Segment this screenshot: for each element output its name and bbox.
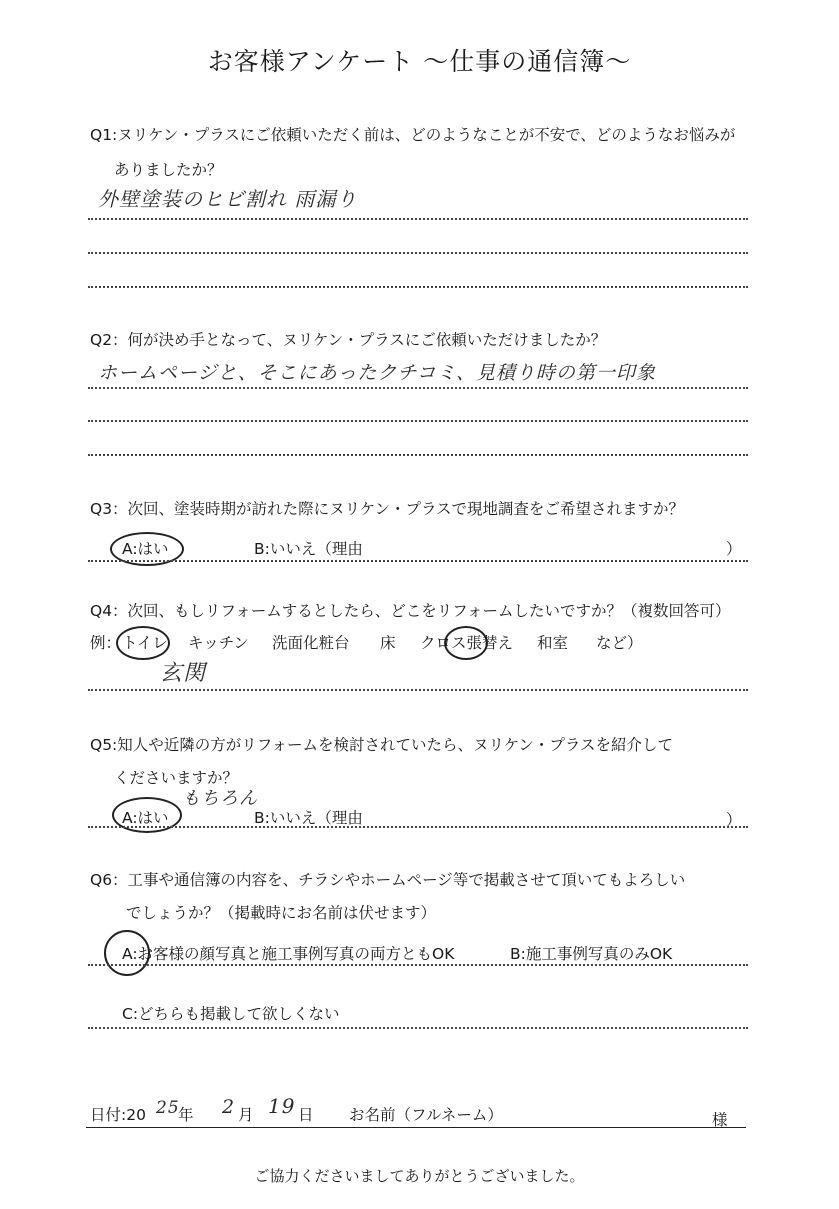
q4-example-japanese-room: 和室 (537, 634, 569, 652)
q6-answer-line-2 (88, 1027, 748, 1029)
q4-example-label: 例： (90, 634, 122, 652)
q6-option-b: B:施工事例写真のみOK (510, 945, 673, 963)
q1-answer-line-1 (88, 218, 748, 220)
q1-question-line1: Q1:ヌリケン・プラスにご依頼いただく前は、どのようなことが不安で、どのようなお悩みが (90, 126, 736, 144)
q4-example-kitchen: キッチン (188, 634, 249, 652)
q4-example-floor: 床 (380, 634, 396, 652)
date-day-suffix: 日 (298, 1106, 314, 1124)
q4-example-toilet: トイレ (122, 634, 168, 652)
q6-answer-line-1 (88, 964, 748, 966)
q3-close-paren: ） (726, 540, 742, 558)
date-year-handwritten: 25 (156, 1098, 180, 1118)
q4-example-washstand: 洗面化粧台 (272, 634, 350, 652)
q6-option-a: A:お客様の顔写真と施工事例写真の両方ともOK (122, 945, 455, 963)
name-label: お名前（フルネーム） (349, 1106, 503, 1124)
q4-example-cloth: クロス張替え (420, 634, 514, 652)
date-label: 日付:20 (90, 1106, 146, 1124)
q4-question-line1: Q4：次回、もしリフォームするとしたら、どこをリフォームしたいですか？（複数回答可） (90, 602, 731, 620)
q3-option-a: A:はい (122, 540, 169, 558)
q1-question-line2: ありましたか？ (114, 161, 223, 179)
q2-answer-line-3 (88, 454, 748, 456)
q5-option-b: B:いいえ（理由 (254, 809, 363, 827)
q1-handwritten-answer: 外壁塗装のヒビ割れ 雨漏り (98, 187, 358, 211)
q2-answer-line-1 (88, 387, 748, 389)
q4-answer-line (88, 689, 748, 691)
q5-question-line1: Q5:知人や近隣の方がリフォームを検討されていたら、ヌリケン・プラスを紹介して (90, 736, 673, 754)
q6-question-line2: でしょうか？（掲載時にお名前は伏せます） (126, 904, 437, 922)
q4-example-etc: など） (596, 634, 643, 652)
thanks-message: ご協力くださいましてありがとうございました。 (254, 1167, 585, 1185)
date-name-underline (86, 1127, 746, 1128)
q3-answer-line (88, 560, 748, 562)
q5-question-line2: くださいますか？ (114, 769, 239, 787)
q3-question-line1: Q3：次回、塗装時期が訪れた際にヌリケン・プラスで現地調査をご希望されますか？ (90, 500, 685, 518)
q3-option-b: B:いいえ（理由 (254, 540, 363, 558)
q1-answer-line-2 (88, 252, 748, 254)
honorific-sama: 様 (712, 1111, 728, 1129)
q6-option-c: C:どちらも掲載して欲しくない (122, 1005, 340, 1023)
q4-handwritten-answer: 玄関 (160, 661, 207, 686)
date-month-suffix: 月 (238, 1106, 254, 1124)
page-title: お客様アンケート ～仕事の通信簿～ (207, 47, 632, 76)
q5-close-paren: ） (726, 811, 742, 829)
q2-question-line1: Q2：何が決め手となって、ヌリケン・プラスにご依頼いただけましたか？ (90, 331, 607, 349)
q2-answer-line-2 (88, 420, 748, 422)
q5-handwritten-annotation: もちろん (182, 788, 258, 809)
q6-question-line1: Q6：工事や通信簿の内容を、チラシやホームページ等で掲載させて頂いてもよろしい (90, 871, 686, 889)
q2-handwritten-answer: ホームページと、そこにあったクチコミ、見積り時の第一印象 (98, 362, 656, 384)
date-month-handwritten: 2 (222, 1096, 236, 1118)
date-day-handwritten: 19 (268, 1094, 296, 1118)
q5-answer-line (88, 826, 748, 828)
q5-option-a: A:はい (122, 809, 169, 827)
date-year-suffix: 年 (178, 1106, 194, 1124)
q1-answer-line-3 (88, 286, 748, 288)
